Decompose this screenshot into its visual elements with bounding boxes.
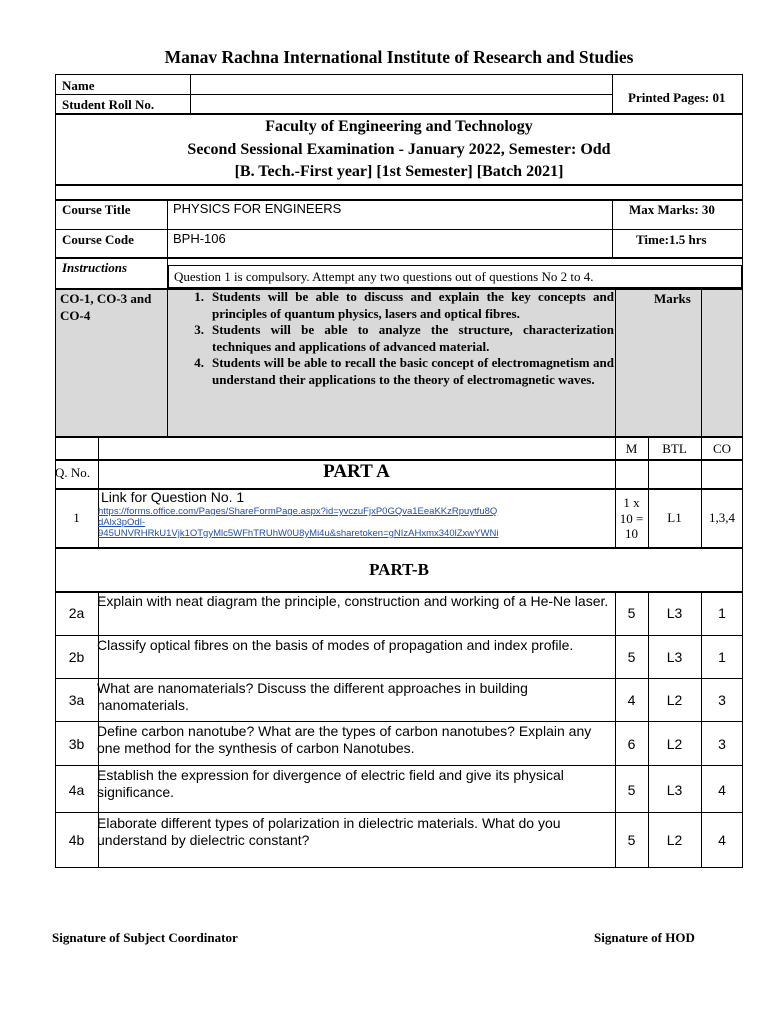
question-marks: 5 [627, 605, 636, 621]
question-text: Elaborate different types of polarization in dielectric materials. What do you understand by dielectric constant? [97, 815, 561, 848]
question-co: 3 [718, 692, 726, 708]
question-marks: 5 [627, 649, 636, 665]
name-field[interactable] [191, 75, 611, 93]
question-btl: L2 [666, 832, 683, 848]
marks-label: Marks [654, 291, 691, 306]
institute-title: Manav Rachna International Institute of Research and Studies [164, 47, 634, 67]
question-btl: L3 [666, 605, 683, 621]
faculty-title: Faculty of Engineering and Technology [265, 118, 533, 135]
course-code-label: Course Code [62, 232, 134, 247]
course-title-value: PHYSICS FOR ENGINEERS [173, 201, 342, 216]
question-marks: 5 [627, 782, 636, 798]
instructions-text: Question 1 is compulsory. Attempt any two questions out of questions No 2 to 4. [174, 269, 594, 284]
question-1-link[interactable]: https://forms.office.com/Pages/ShareFormPage.aspx?id=yvczuFjxP0GQva1EeaKKzRpuytfu8Q dAlx3pOdl- 945UNVRHRkU1Vjk1OTgyMlc5WFhTRUhW0U8yMi4u&sharetoken=gNIzAHxmx340lZxwYWNi [98, 506, 499, 539]
outcomes-label: CO-1, CO-3 and CO-4 [60, 291, 152, 323]
question-text: Explain with neat diagram the principle, construction and working of a He-Ne laser. [97, 593, 609, 609]
question-number: 3b [68, 736, 85, 752]
question-number: 4a [68, 782, 85, 798]
roll-field[interactable] [191, 95, 611, 113]
question-marks: 4 [627, 692, 636, 708]
outcome-item: 1. Students will be able to discuss and explain the key concepts and principles of quantum physics, lasers and optical fibres. [194, 289, 614, 321]
question-co: 4 [718, 782, 726, 798]
question-btl: L3 [666, 782, 683, 798]
question-text: Define carbon nanotube? What are the types of carbon nanotubes? Explain any one method for the synthesis of carbon Nanotubes. [97, 723, 592, 756]
question-number: 2b [68, 649, 85, 665]
question-1-btl: L1 [667, 510, 682, 525]
course-title-label: Course Title [62, 202, 131, 217]
course-code-value: BPH-106 [173, 231, 226, 246]
outcomes-list [180, 289, 614, 389]
question-1-label: Link for Question No. 1 [101, 489, 245, 505]
question-number: 4b [68, 832, 85, 848]
question-btl: L2 [666, 736, 683, 752]
question-btl: L2 [666, 692, 683, 708]
outcome-item: 4. Students will be able to recall the basic concept of electromagnetism and understand their applications to the theory of electromagnetic waves. [194, 355, 614, 387]
question-co: 3 [718, 736, 726, 752]
col-header-co: CO [712, 441, 732, 456]
question-marks: 5 [627, 832, 636, 848]
col-header-btl: BTL [662, 441, 687, 456]
question-co: 4 [718, 832, 726, 848]
name-label: Name [62, 78, 95, 93]
question-number: 2a [68, 605, 85, 621]
question-number: 1 [73, 510, 80, 525]
exam-time: Time:1.5 hrs [636, 232, 707, 247]
question-text: What are nanomaterials? Discuss the different approaches in building nanomaterials. [97, 680, 528, 713]
exam-title: Second Sessional Examination - January 2022, Semester: Odd [187, 141, 611, 158]
coordinator-signature: Signature of Subject Coordinator [52, 930, 238, 945]
printed-pages: Printed Pages: 01 [628, 90, 726, 105]
instructions-label: Instructions [62, 260, 128, 275]
question-text: Classify optical fibres on the basis of modes of propagation and index profile. [97, 637, 574, 653]
qno-header: Q. No. [55, 465, 91, 480]
outcome-item: 3. Students will be able to analyze the structure, characterization techniques and applications of advanced material. [194, 322, 614, 354]
question-text: Establish the expression for divergence of electric field and give its physical significance. [97, 767, 564, 800]
question-1-marks: 1 x 10 = 10 [619, 495, 644, 541]
question-co: 1 [718, 649, 726, 665]
question-1-co: 1,3,4 [709, 510, 735, 525]
roll-label: Student Roll No. [62, 97, 155, 112]
part-a-title: PART A [323, 461, 390, 482]
question-co: 1 [718, 605, 726, 621]
question-btl: L3 [666, 649, 683, 665]
col-header-m: M [625, 441, 638, 456]
question-number: 3a [68, 692, 85, 708]
hod-signature: Signature of HOD [594, 930, 695, 945]
max-marks: Max Marks: 30 [629, 202, 715, 217]
program-title: [B. Tech.-First year] [1st Semester] [Batch 2021] [234, 163, 564, 180]
part-b-title: PART-B [369, 560, 429, 579]
spacer-row [55, 185, 743, 200]
question-marks: 6 [627, 736, 636, 752]
